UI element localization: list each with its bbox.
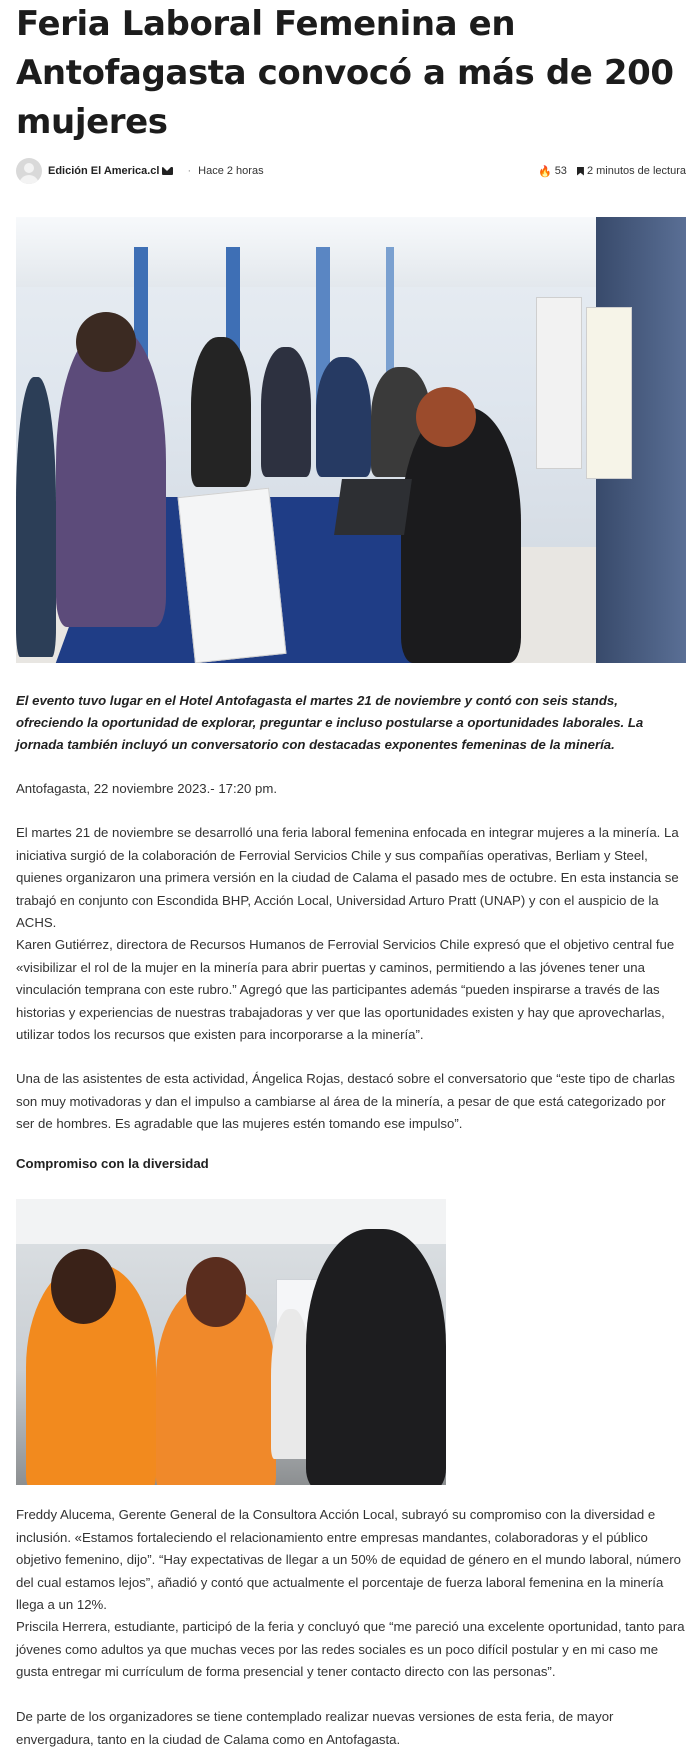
article-title: Feria Laboral Femenina en Antofagasta convocó a más de 200 mujeres xyxy=(16,4,674,142)
section-heading: Compromiso con la diversidad xyxy=(16,1156,209,1171)
paragraph: Freddy Alucema, Gerente General de la Consultora Acción Local, subrayó su compromiso con la diversidad e inclusión. «Estamos fortaleciendo el relacionamiento entre empresas mandantes, colaboradoras y el público objetivo femenino, dijo”. “Hay expectativas de llegar a un 50% de equidad de género en el mundo laboral, número del cual estamos lejos”, añadió y contó que actualmente el porcentaje de fuerza laboral femenina en la minería llega a un 12%. xyxy=(16,1507,681,1612)
fire-icon: 🔥 xyxy=(537,165,552,178)
paragraph: Karen Gutiérrez, directora de Recursos Humanos de Ferrovial Servicios Chile expresó que el objetivo central fue «visibilizar el rol de la mujer en la minería para abrir puertas y caminos, permitiendo a las jóvenes tener una vinculación temprana con este rubro.” Agregó que las participantes además “pueden inspirarse a través de las historias y experiencias de nuestras trabajadoras y ver que las oportunidades existen y hay que aprovecharlas, utilizar todos los recursos que existen para incorporarse a la minería”. xyxy=(16,937,675,1042)
paragraph: Priscila Herrera, estudiante, participó de la feria y concluyó que “me pareció una excelente oportunidad, tanto para jóvenes como adultos ya que muchas veces por las redes sociales es un poco difícil postular y en mi caso me gusta entregar mi currículum de forma presencial y tener contacto directo con las personas”. xyxy=(16,1619,685,1679)
read-time xyxy=(577,165,686,177)
bookmark-icon xyxy=(577,167,584,176)
author-link[interactable]: Edición El America.cl xyxy=(48,165,160,177)
paragraph: El martes 21 de noviembre se desarrolló una feria laboral femenina enfocada en integrar mujeres a la minería. La iniciativa surgió de la colaboración de Ferrovial Servicios Chile y sus compañías operativas, Berliam y Steel, quienes organizaron una primera versión en la ciudad de Calama el pasado mes de octubre. En esta instancia se trabajó en conjunto con Escondida BHP, Acción Local, Universidad Arturo Pratt (UNAP) y con el auspicio de la ACHS. xyxy=(16,825,679,930)
paragraph: De parte de los organizadores se tiene contemplado realizar nuevas versiones de esta feria, de mayor envergadura, tanto en la ciudad de Calama como en Antofagasta. xyxy=(16,1709,614,1747)
read-time-value: 2 minutos de lectura xyxy=(586,165,686,177)
published-time: Hace 2 horas xyxy=(198,165,264,177)
article-stats xyxy=(538,165,686,178)
avatar-icon[interactable] xyxy=(16,158,42,184)
article-image-diversity xyxy=(16,1199,446,1485)
article-lead: El evento tuvo lugar en el Hotel Antofagasta el martes 21 de noviembre y contó con seis stands, ofreciendo la oportunidad de explorar, preguntar e incluso postularse a oportunidades laborales. La jornada también incluyó un conversatorio con destacadas exponentes femeninas de la minería. xyxy=(16,693,644,752)
views-count xyxy=(538,165,567,178)
paragraph: Una de las asistentes de esta actividad, Ángelica Rojas, destacó sobre el conversatorio que “este tipo de charlas son muy motivadoras y dan el impulso a cambiarse al área de la minería, a pesar de que está categorizado por ser de hombres. Es agradable que las mujeres estén tomando ese impulso”. xyxy=(16,1071,676,1131)
envelope-icon[interactable] xyxy=(162,167,173,175)
article-meta xyxy=(16,156,686,186)
meta-separator: · xyxy=(187,165,192,177)
hero-image xyxy=(16,217,686,663)
dateline: Antofagasta, 22 noviembre 2023.- 17:20 pm. xyxy=(16,781,277,796)
article xyxy=(16,0,686,1747)
views-value: 53 xyxy=(554,165,567,177)
